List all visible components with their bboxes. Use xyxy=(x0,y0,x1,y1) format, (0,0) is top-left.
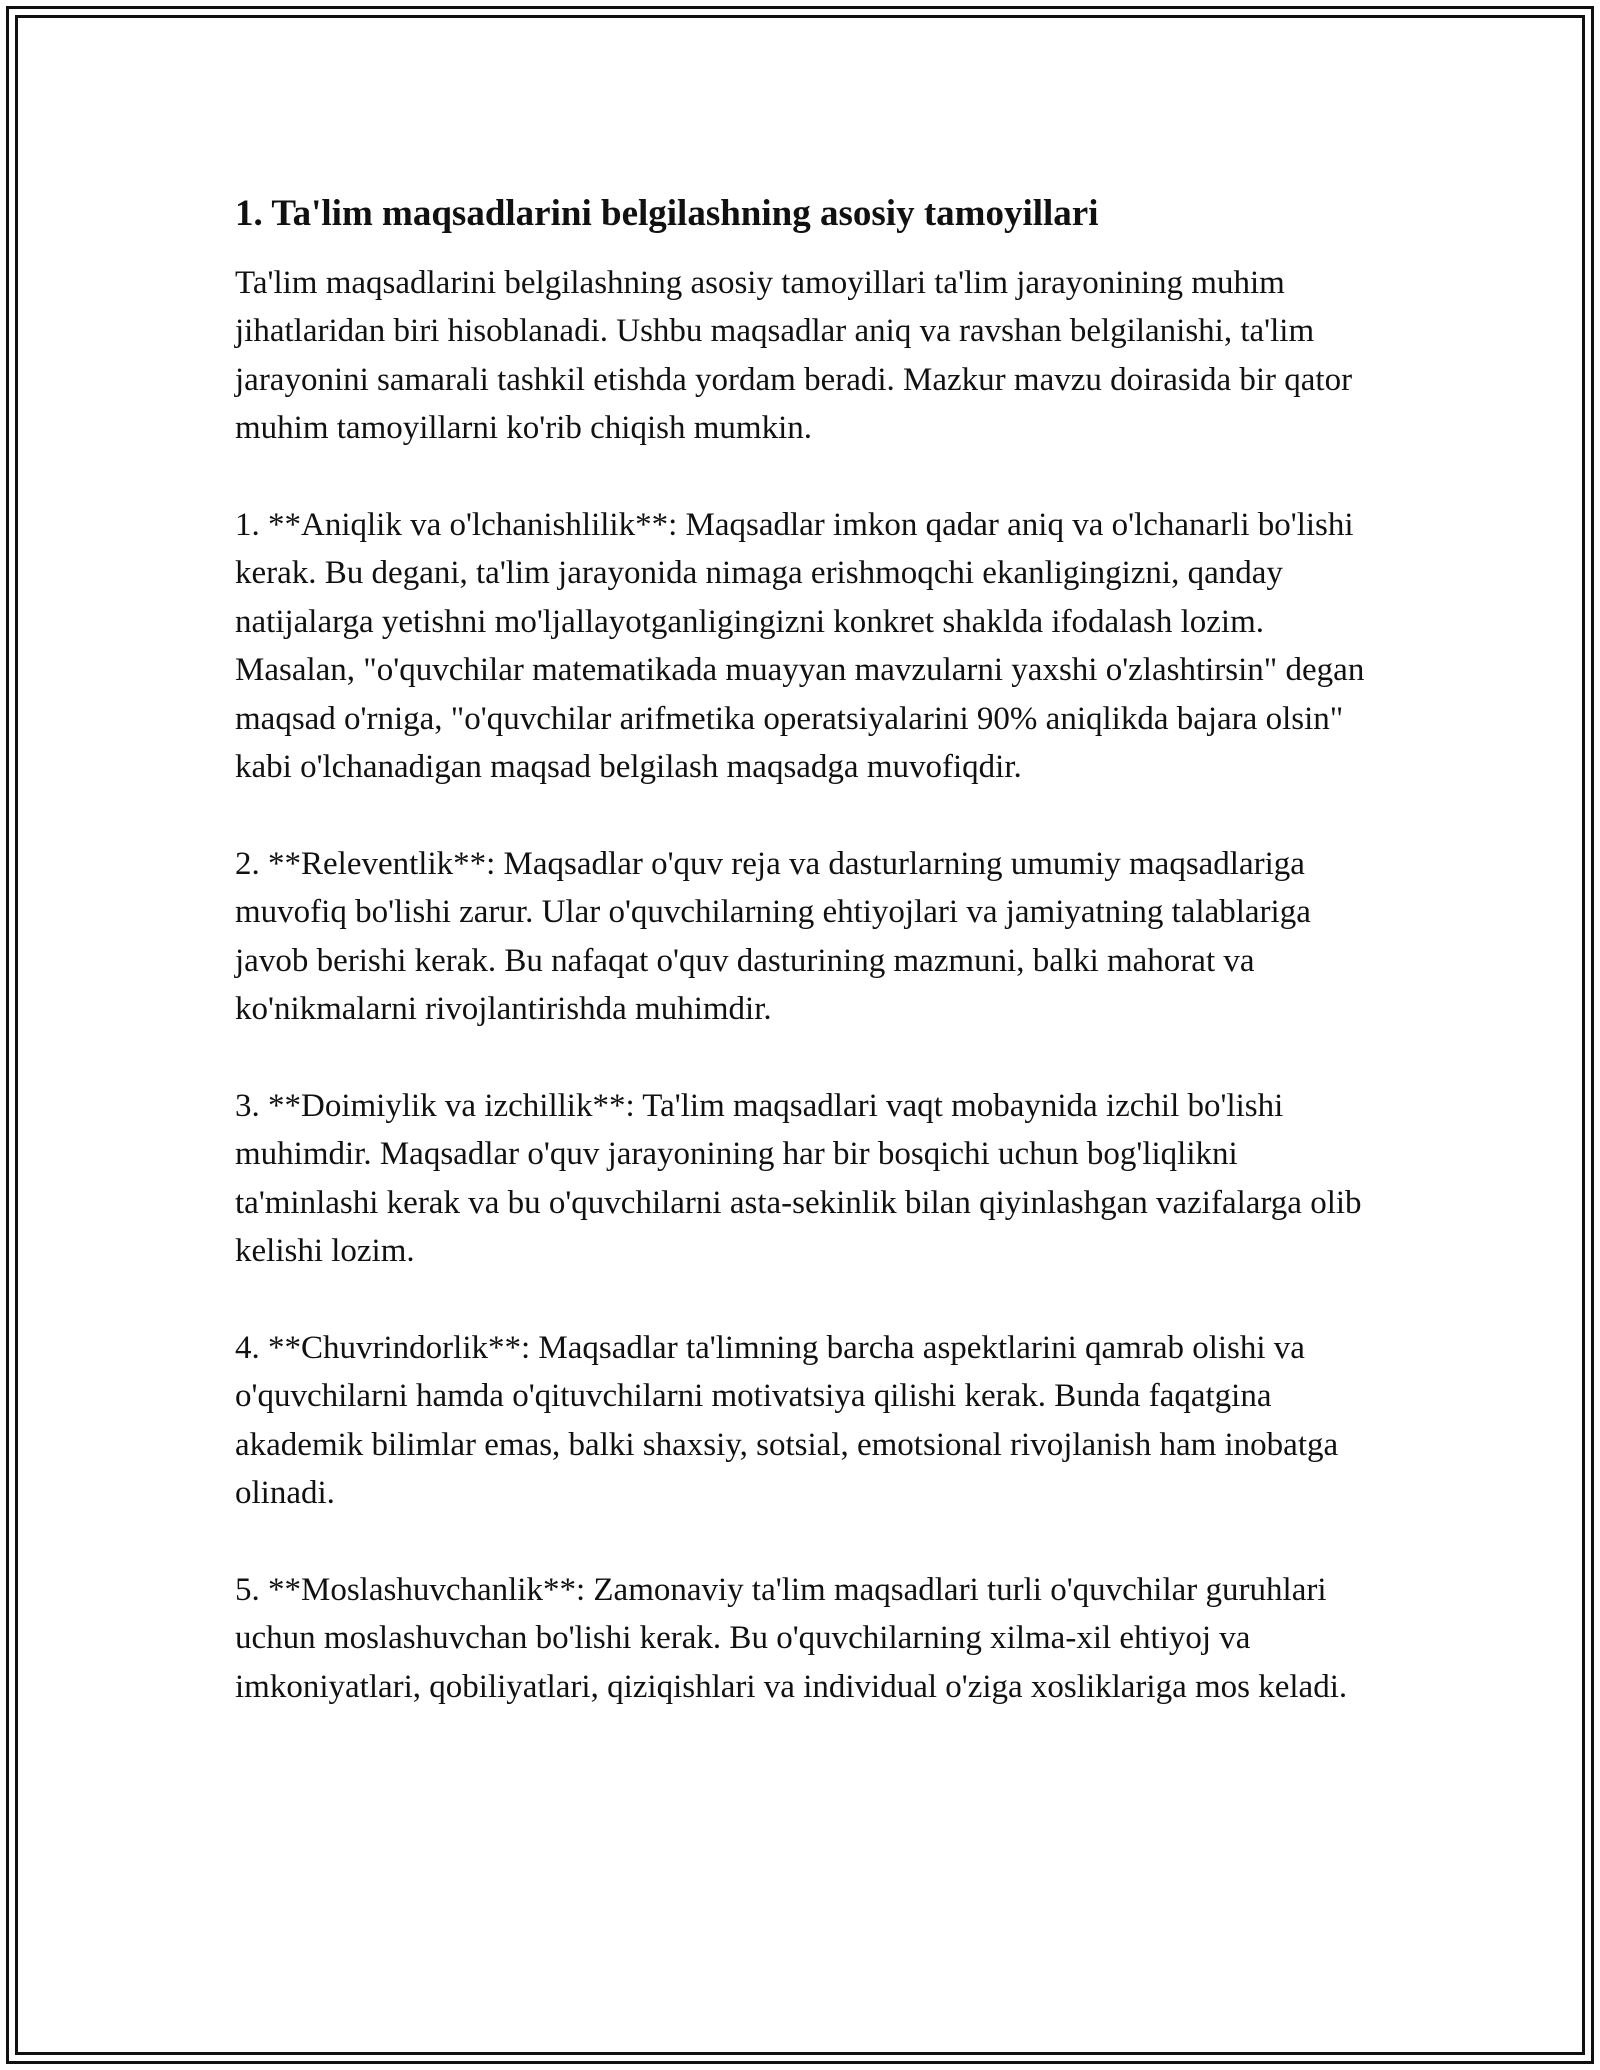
principle-paragraph-2: 2. **Releventlik**: Maqsadlar o'quv reja va dasturlarning umumiy maqsadlariga muvofiq bo'lishi zarur. Ular o'quvchilarning ehtiyojlari va jamiyatning talablariga javob berishi kerak. Bu nafaqat o'quv dasturining mazmuni, balki mahorat va ko'nikmalarni rivojlantirishda muhimdir. xyxy=(235,845,1311,1028)
document-body xyxy=(235,188,1365,1760)
intro-paragraph: Ta'lim maqsadlarini belgilashning asosiy tamoyillari ta'lim jarayonining muhim jihatlaridan biri hisoblanadi. Ushbu maqsadlar aniq va ravshan belgilanishi, ta'lim jarayonini samarali tashkil etishda yordam beradi. Mazkur mavzu doirasida bir qator muhim tamoyillarni ko'rib chiqish mumkin. xyxy=(235,265,1353,447)
principle-paragraph-3: 3. **Doimiylik va izchillik**: Ta'lim maqsadlari vaqt mobaynida izchil bo'lishi muhimdir. Maqsadlar o'quv jarayonining har bir bosqichi uchun bog'liqlikni ta'minlashi kerak va bu o'quvchilarni asta-sekinlik bilan qiyinlashgan vazifalarga olib kelishi lozim. xyxy=(235,1087,1362,1270)
page-title: 1. Ta'lim maqsadlarini belgilashning asosiy tamoyillari xyxy=(235,193,1099,234)
principle-paragraph-4: 4. **Chuvrindorlik**: Maqsadlar ta'limning barcha aspektlarini qamrab olishi va o'quvchilarni hamda o'qituvchilarni motivatsiya qilishi kerak. Bunda faqatgina akademik bilimlar emas, balki shaxsiy, sotsial, emotsional rivojlanish ham inobatga olinadi. xyxy=(235,1329,1339,1512)
principle-paragraph-5: 5. **Moslashuvchanlik**: Zamonaviy ta'lim maqsadlari turli o'quvchilar guruhlari uchun moslashuvchan bo'lishi kerak. Bu o'quvchilarning xilma-xil ehtiyoj va imkoniyatlari, qobiliyatlari, qiziqishlari va individual o'ziga xosliklariga mos keladi. xyxy=(235,1571,1348,1705)
principle-paragraph-1: 1. **Aniqlik va o'lchanishlilik**: Maqsadlar imkon qadar aniq va o'lchanarli bo'lishi kerak. Bu degani, ta'lim jarayonida nimaga erishmoqchi ekanligingizni, qanday natijalarga yetishni mo'ljallayotganligingizni konkret shaklda ifodalash lozim. Masalan, "o'quvchilar matematikada muayyan mavzularni yaxshi o'zlashtirsin" degan maqsad o'rniga, "o'quvchilar arifmetika operatsiyalarini 90% aniqlikda bajara olsin" kabi o'lchanadigan maqsad belgilash maqsadga muvofiqdir. xyxy=(235,507,1365,786)
